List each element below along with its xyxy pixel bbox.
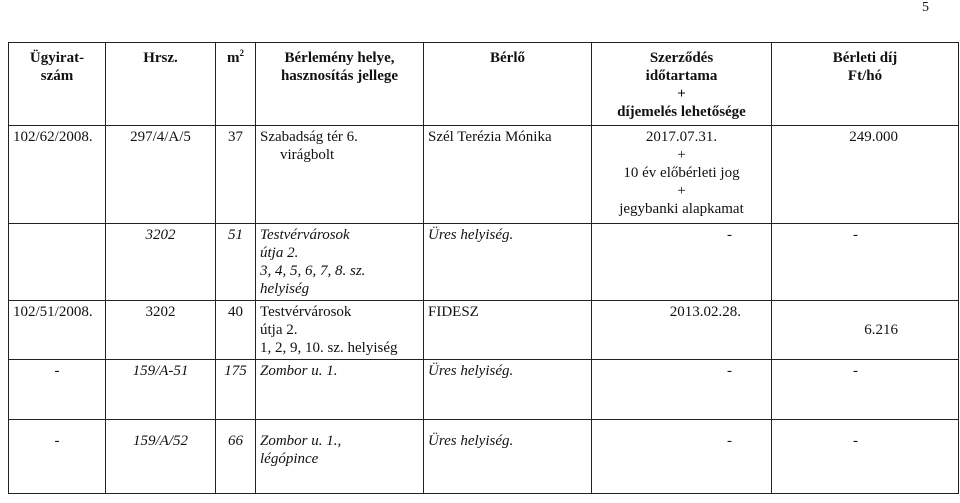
cell-m2: 40	[216, 301, 256, 360]
cell-ugyiratszam	[9, 224, 106, 301]
cell-ugyiratszam: -	[9, 420, 106, 494]
page-number: 5	[922, 0, 929, 15]
cell-berlo: Szél Terézia Mónika	[424, 126, 592, 224]
cell-berleti-dij: -	[772, 420, 959, 494]
rental-table	[8, 42, 959, 494]
cell-hrsz: 297/4/A/5	[106, 126, 216, 224]
cell-berlemeny: Szabadság tér 6. virágbolt	[256, 126, 424, 224]
cell-hrsz: 159/A/52	[106, 420, 216, 494]
header-m2: $m^2$	[216, 43, 256, 126]
header-hrsz: Hrsz.	[106, 43, 216, 126]
table-row	[9, 301, 959, 360]
cell-berleti-dij: 249.000	[772, 126, 959, 224]
cell-hrsz: 159/A-51	[106, 360, 216, 420]
cell-ugyiratszam: 102/51/2008.	[9, 301, 106, 360]
cell-szerzodes: -	[592, 420, 772, 494]
table-row	[9, 224, 959, 301]
cell-berlemeny: Testvérvárosok útja 2. 1, 2, 9, 10. sz. helyiség	[256, 301, 424, 360]
cell-m2: 51	[216, 224, 256, 301]
table-row	[9, 126, 959, 224]
table-row	[9, 420, 959, 494]
cell-berleti-dij: 6.216	[772, 301, 959, 360]
cell-berlo: Üres helyiség.	[424, 420, 592, 494]
cell-berlo: Üres helyiség.	[424, 360, 592, 420]
cell-szerzodes: -	[592, 224, 772, 301]
cell-szerzodes: 2013.02.28.	[592, 301, 772, 360]
cell-m2: 66	[216, 420, 256, 494]
cell-m2: 175	[216, 360, 256, 420]
header-szerzodes: Szerződés időtartama + díjemelés lehetősége	[592, 43, 772, 126]
cell-szerzodes: 2017.07.31. + 10 év előbérleti jog + jegybanki alapkamat	[592, 126, 772, 224]
header-berlo: Bérlő	[424, 43, 592, 126]
cell-berlemeny: Testvérvárosok útja 2. 3, 4, 5, 6, 7, 8. sz. helyiség	[256, 224, 424, 301]
header-row	[9, 43, 959, 126]
cell-berleti-dij: -	[772, 224, 959, 301]
cell-ugyiratszam: -	[9, 360, 106, 420]
cell-szerzodes: -	[592, 360, 772, 420]
cell-berlo: Üres helyiség.	[424, 224, 592, 301]
header-berleti-dij: Bérleti díj Ft/hó	[772, 43, 959, 126]
cell-berlemeny: Zombor u. 1., légópince	[256, 420, 424, 494]
cell-berlo: FIDESZ	[424, 301, 592, 360]
header-ugyiratszam: Ügyirat- szám	[9, 43, 106, 126]
table-row	[9, 360, 959, 420]
cell-berleti-dij: -	[772, 360, 959, 420]
cell-hrsz: 3202	[106, 301, 216, 360]
cell-ugyiratszam: 102/62/2008.	[9, 126, 106, 224]
cell-berlemeny: Zombor u. 1.	[256, 360, 424, 420]
cell-hrsz: 3202	[106, 224, 216, 301]
header-berlemeny: Bérlemény helye, hasznosítás jellege	[256, 43, 424, 126]
cell-m2: 37	[216, 126, 256, 224]
